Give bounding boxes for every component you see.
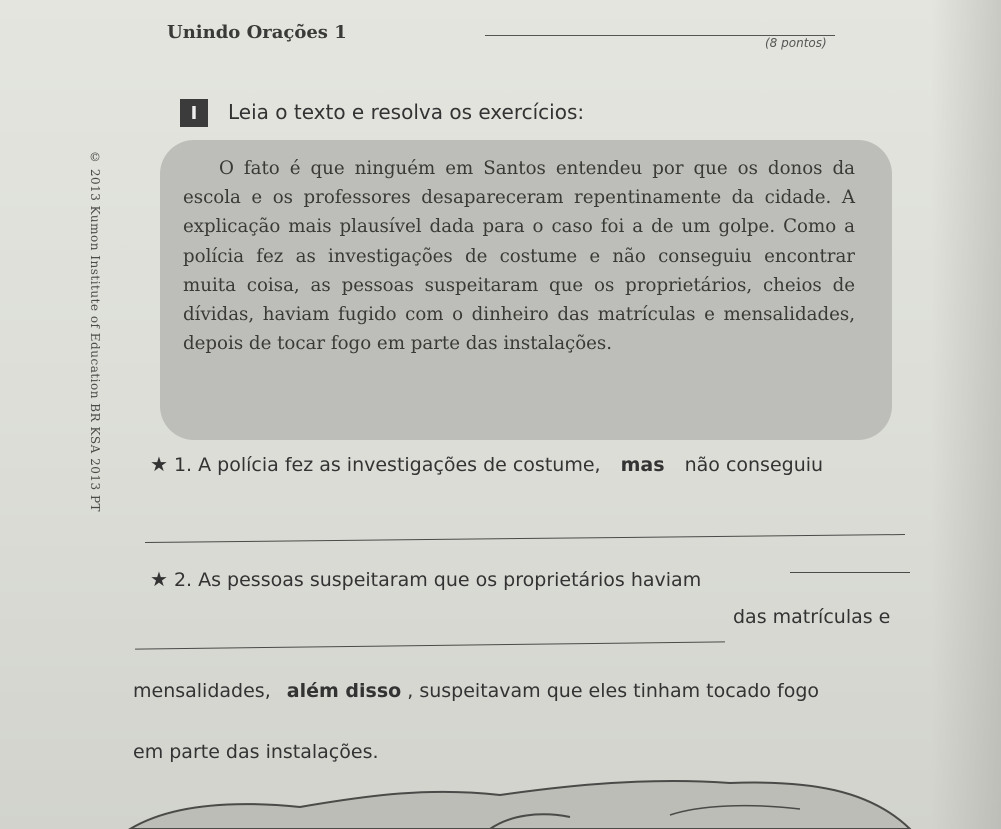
worksheet-title: Unindo Orações 1	[167, 22, 347, 43]
exercise-1-continuation: não conseguiu	[684, 454, 824, 476]
exercise-2-number: 2.	[173, 569, 193, 591]
exercise-1-keyword: mas	[620, 454, 665, 476]
exercise-2-keyword: além disso	[286, 680, 402, 702]
reading-passage: O fato é que ninguém em Santos entendeu por que os donos da escola e os professores desapareceram repentinamente da cidade. A explicação mais plausível dada para o caso foi a de um golpe. Como a polícia fez as investigações de costume e não conseguiu encontrar muita coisa, as pessoas suspeitaram que os proprietários, cheios de dívidas, haviam fugido com o dinheiro das matrículas e mensalidades, depois de tocar fogo em parte das instalações.	[183, 158, 855, 355]
decorative-drawing	[110, 765, 930, 829]
star-icon: ★	[150, 567, 168, 591]
exercise-2-line-3	[133, 680, 819, 702]
section-instruction: Leia o texto e resolva os exercícios:	[228, 100, 585, 124]
star-icon: ★	[150, 452, 168, 476]
exercise-2-text-1: As pessoas suspeitaram que os proprietários haviam	[198, 569, 702, 591]
exercise-1-text: A polícia fez as investigações de costume,	[198, 454, 601, 476]
exercise-2-text-2: das matrículas e	[733, 606, 891, 628]
exercise-1-line	[150, 452, 823, 476]
section-number-badge: I	[180, 99, 208, 127]
copyright-notice: © 2013 Kumon Institute of Education BR KSA 2013 PT	[88, 150, 102, 513]
exercise-2-text-3: mensalidades,	[133, 680, 271, 702]
points-label: (8 pontos)	[765, 36, 827, 50]
exercise-2-text-5: em parte das instalações.	[133, 741, 379, 763]
page-shadow	[931, 0, 1001, 829]
exercise-2-line-1	[150, 567, 701, 591]
exercise-2-text-4: , suspeitavam que eles tinham tocado fogo	[407, 680, 820, 702]
exercise-1-number: 1.	[173, 454, 193, 476]
exercise-2-answer-blank-1[interactable]	[790, 572, 910, 573]
